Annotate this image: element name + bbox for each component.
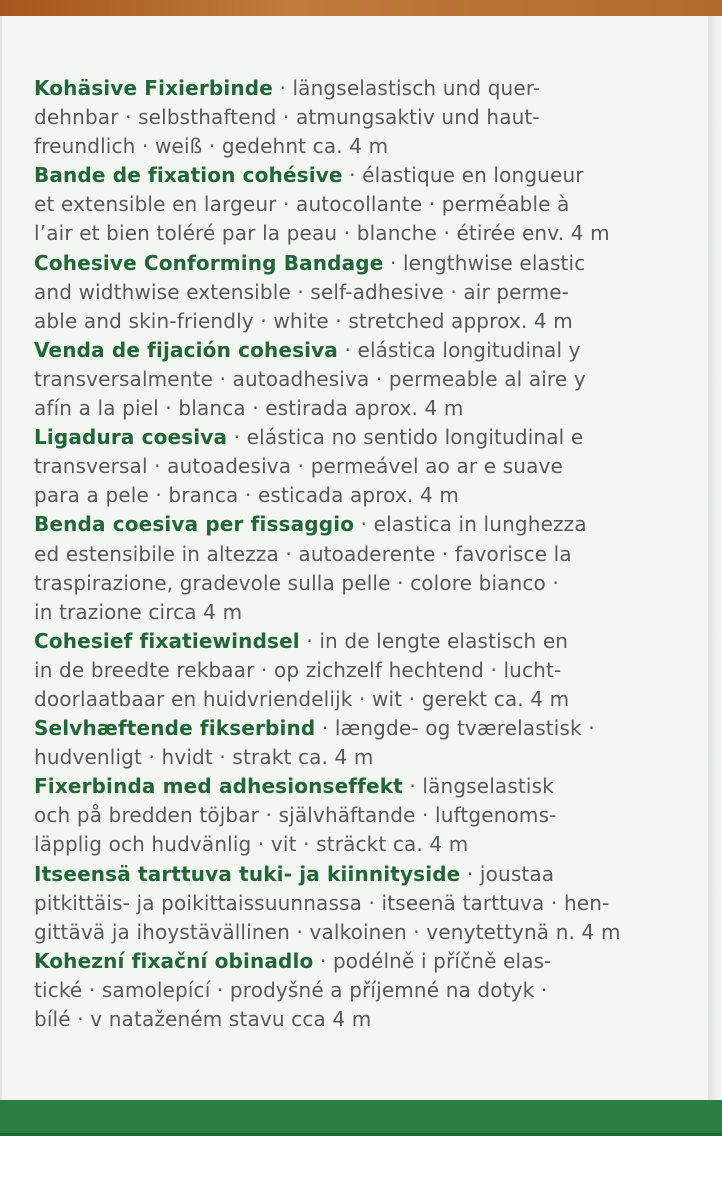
description-text: freundlich · weiß · gedehnt ca. 4 m xyxy=(34,134,389,159)
description-text: doorlaatbaar en huidvriendelijk · wit · gerekt ca. 4 m xyxy=(34,686,570,711)
green-stripe xyxy=(0,1100,722,1134)
product-name-fi: Itseensä tarttuva tuki- ja kiinnityside xyxy=(34,861,461,886)
entry-line xyxy=(34,249,694,278)
entry-line xyxy=(34,74,694,103)
entry-line xyxy=(34,860,694,889)
description-text: · joustaa xyxy=(460,861,555,886)
product-name-pt: Ligadura coesiva xyxy=(34,425,228,450)
product-name-it: Benda coesiva per fissaggio xyxy=(34,512,355,537)
product-name-de: Kohäsive Fixierbinde xyxy=(34,76,273,100)
box-bottom-area xyxy=(0,1136,722,1200)
description-text: · elástica longitudinal y xyxy=(337,337,581,362)
entry-line xyxy=(34,510,694,539)
description-text: · podélně i příčně elas- xyxy=(313,948,552,973)
description-text: hudvenligt · hvidt · strakt ca. 4 m xyxy=(34,745,374,770)
description-text: tické · samolepící · prodyšné a příjemné na dotyk · xyxy=(34,977,548,1002)
description-text: in trazione circa 4 m xyxy=(34,599,243,624)
description-text: läpplig och hudvänlig · vit · sträckt ca. 4 m xyxy=(34,832,469,857)
description-text: · längselastisk xyxy=(402,774,554,799)
description-text: and widthwise extensible · self-adhesive · air perme- xyxy=(34,279,570,304)
description-text: dehnbar · selbsthaftend · atmungsaktiv und haut- xyxy=(34,105,540,130)
box-top-edge xyxy=(0,0,722,16)
description-text: para a pele · branca · esticada aprox. 4 m xyxy=(34,483,459,508)
description-text: bílé · v nataženém stavu cca 4 m xyxy=(34,1007,372,1031)
description-text: et extensible en largeur · autocollante · perméable à xyxy=(34,192,570,217)
description-text: pitkittäis- ja poikittaissuunnassa · itseenä tarttuva · hen- xyxy=(34,890,610,915)
description-text: able and skin-friendly · white · stretched approx. 4 m xyxy=(34,308,573,333)
product-name-sv: Fixerbinda med adhesionseffekt xyxy=(34,774,403,799)
product-name-es: Venda de fijación cohesiva xyxy=(34,337,338,362)
entry-line xyxy=(34,423,694,452)
description-text: · elástica no sentido longitudinal e xyxy=(227,425,584,450)
product-name-nl: Cohesief fixatiewindsel xyxy=(34,628,300,653)
description-text: · längselastisch und quer- xyxy=(272,76,541,100)
entry-line xyxy=(34,627,694,656)
description-text: transversal · autoadesiva · permeável ao ar e suave xyxy=(34,454,563,479)
description-text: in de breedte rekbaar · op zichzelf hechtend · lucht- xyxy=(34,657,562,682)
entry-line xyxy=(34,772,694,801)
description-text: och på bredden töjbar · självhäftande · luftgenoms- xyxy=(34,803,557,828)
product-name-cs: Kohezní fixační obinadlo xyxy=(34,948,314,973)
description-text: gittävä ja ihoystävällinen · valkoinen · venytettynä n. 4 m xyxy=(34,919,621,944)
description-text: l’air et bien toléré par la peau · blanche · étirée env. 4 m xyxy=(34,221,610,246)
product-name-en: Cohesive Conforming Bandage xyxy=(34,250,384,275)
description-text: · élastique en longueur xyxy=(342,163,584,188)
description-text: transversalmente · autoadhesiva · permeable al aire y xyxy=(34,366,586,391)
entry-line xyxy=(34,714,694,743)
description-text: · in de lengte elastisch en xyxy=(299,628,569,653)
product-name-fr: Bande de fixation cohésive xyxy=(34,163,343,188)
entry-line xyxy=(34,336,694,365)
description-text: ed estensibile in altezza · autoaderente · favorisce la xyxy=(34,541,572,566)
description-text: afín a la piel · blanca · estirada aprox. 4 m xyxy=(34,396,464,421)
description-text: · længde- og tværelastisk · xyxy=(315,716,595,741)
panel-edge-shadow xyxy=(708,16,722,1100)
description-text: traspirazione, gradevole sulla pelle · colore bianco · xyxy=(34,570,559,595)
product-name-da: Selvhæftende fikserbind xyxy=(34,716,316,741)
multilingual-description xyxy=(34,74,694,1034)
description-text: · elastica in lunghezza xyxy=(354,512,587,537)
entry-line xyxy=(34,947,694,976)
description-text: · lengthwise elastic xyxy=(383,250,586,275)
entry-line xyxy=(34,161,694,190)
